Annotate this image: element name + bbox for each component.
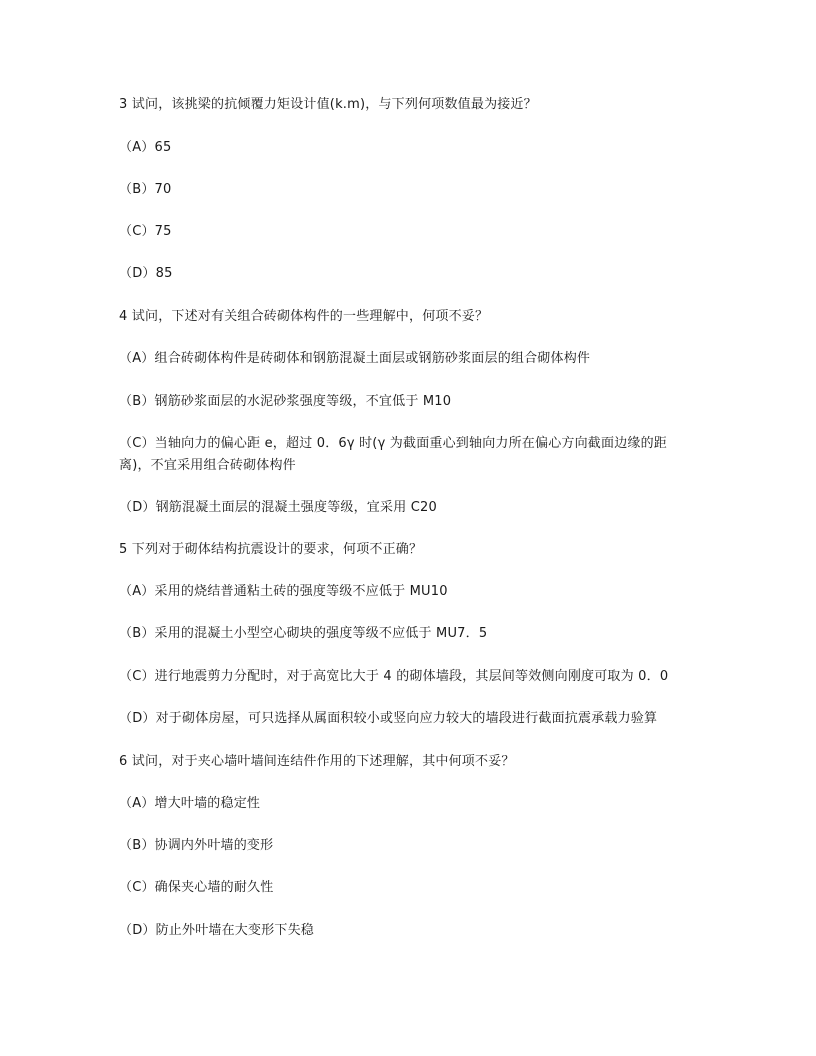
question-3-option-c: （C）75	[119, 224, 172, 239]
question-3-option-d: （D）85	[119, 266, 173, 281]
question-5: 5 下列对于砌体结构抗震设计的要求，何项不正确？	[119, 542, 423, 557]
question-4-option-c: （C）当轴向力的偏心距 e，超过 0．6γ 时(γ 为截面重心到轴向力所在偏心方向截面边缘的距离)，不宜采用组合砖砌体构件	[119, 436, 668, 473]
question-5-option-c: （C）进行地震剪力分配时，对于高宽比大于 4 的砌体墙段，其层间等效侧向刚度可取为 0．0	[119, 669, 669, 684]
question-6-option-d: （D）防止外叶墙在大变形下失稳	[119, 923, 315, 938]
question-5-option-a: （A）采用的烧结普通粘土砖的强度等级不应低于 MU10	[119, 584, 448, 599]
question-4: 4 试问，下述对有关组合砖砌体构件的一些理解中，何项不妥？	[119, 309, 489, 324]
question-6-option-c: （C）确保夹心墙的耐久性	[119, 880, 274, 895]
question-5-option-d: （D）对于砌体房屋，可只选择从属面积较小或竖向应力较大的墙段进行截面抗震承载力验算	[119, 711, 658, 726]
question-4-option-b: （B）钢筋砂浆面层的水泥砂浆强度等级，不宜低于 M10	[119, 394, 452, 409]
question-6-option-a: （A）增大叶墙的稳定性	[119, 796, 261, 811]
question-6: 6 试问，对于夹心墙叶墙间连结件作用的下述理解，其中何项不妥？	[119, 754, 515, 769]
question-5-option-b: （B）采用的混凝土小型空心砌块的强度等级不应低于 MU7．5	[119, 626, 488, 641]
question-3-option-a: （A）65	[119, 140, 172, 155]
question-3: 3 试问，该挑梁的抗倾覆力矩设计值(k.m)，与下列何项数值最为接近？	[119, 97, 537, 112]
question-4-option-a: （A）组合砖砌体构件是砖砌体和钢筋混凝土面层或钢筋砂浆面层的组合砌体构件	[119, 351, 591, 366]
question-4-option-d: （D）钢筋混凝土面层的混凝土强度等级，宜采用 C20	[119, 500, 437, 515]
question-6-option-b: （B）协调内外叶墙的变形	[119, 838, 274, 853]
question-3-option-b: （B）70	[119, 182, 172, 197]
